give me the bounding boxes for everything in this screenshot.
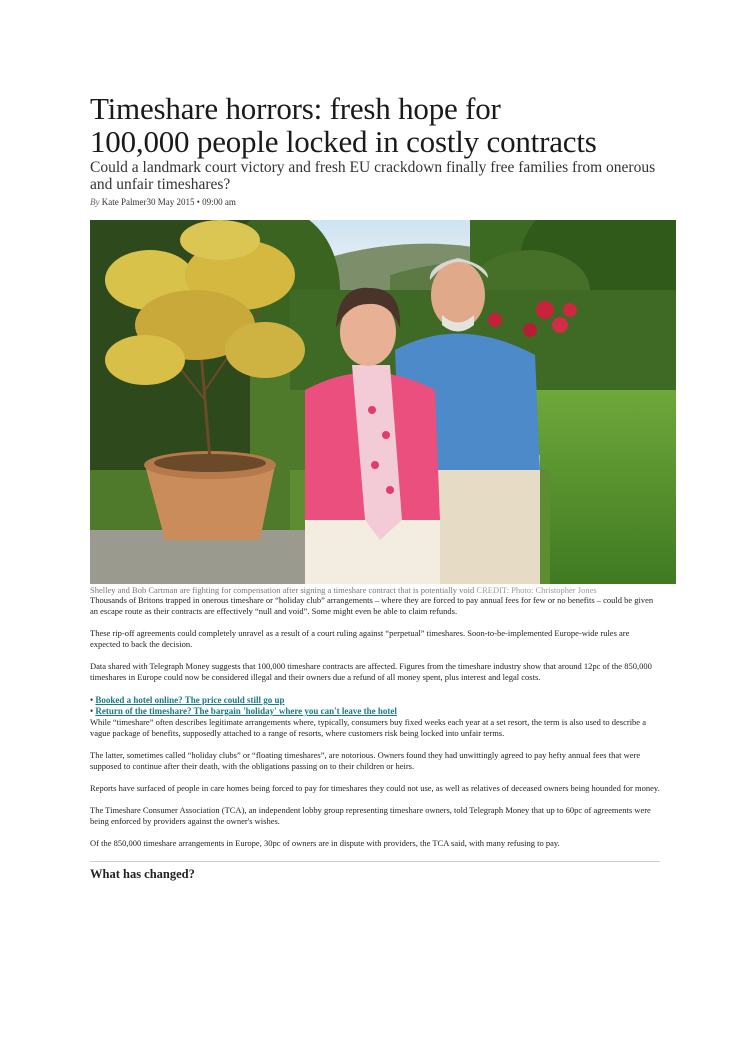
headline-line-2: 100,000 people locked in costly contracts (90, 124, 597, 159)
paragraph: The Timeshare Consumer Association (TCA), an independent lobby group representing timeshare owners, told Telegraph Money that up to 60pc of agreements were being enforced by providers against the owner's wishes. (90, 805, 651, 826)
image-caption (90, 585, 660, 595)
standfirst: Could a landmark court victory and fresh EU crackdown finally free families from onerous and unfair timeshares? (90, 159, 656, 193)
paragraph: Thousands of Britons trapped in onerous timeshare or “holiday club” arrangements – where they are forced to pay annual fees for few or no benefits – could be given an escape route as their contracts are effectively “null and void”. Some might even be able to claim refunds. (90, 595, 654, 616)
publish-date: 30 May 2015 • 09:00 am (146, 197, 236, 207)
paragraph: Of the 850,000 timeshare arrangements in Europe, 30pc of owners are in dispute with providers, the TCA said, with many refusing to pay. (90, 838, 560, 848)
byline (90, 196, 660, 208)
hero-photo (90, 220, 676, 584)
paragraph: The latter, sometimes called “holiday clubs” or “floating timeshares”, are notorious. Owners found they had unwittingly agreed to pay hefty annual fees that were supposed to continue after their death, with the obligations passing on to their children or heirs. (90, 750, 641, 771)
section-divider (90, 861, 660, 862)
paragraph: Data shared with Telegraph Money suggests that 100,000 timeshare contracts are affected. Figures from the timeshare industry show that around 12pc of the 850,000 timeshares in Europe could now be considered illegal and their owners due a refund of all money spent, plus interest and legal costs. (90, 661, 652, 682)
related-link-timeshare-return[interactable]: Return of the timeshare? The bargain 'holiday' where you can't leave the hotel (95, 706, 397, 716)
paragraph: While “timeshare” often describes legitimate arrangements where, typically, consumers buy fixed weeks each year at a set resort, the term is also used to describe a vague package of benefits, supposedly attached to a range of resorts, where customers risk being locked into unfair terms. (90, 717, 646, 738)
headline-line-1: Timeshare horrors: fresh hope for (90, 91, 501, 126)
photo-credit: CREDIT: Photo: Christopher Jones (476, 585, 597, 595)
author-name[interactable]: Kate Palmer (101, 197, 147, 207)
related-links (90, 695, 660, 717)
paragraph: Reports have surfaced of people in care homes being forced to pay for timeshares they could not use, as well as relatives of deceased owners being hounded for money. (90, 783, 660, 793)
related-link-item: • Booked a hotel online? The price could still go up (90, 695, 285, 705)
section-subheading: What has changed? (90, 867, 195, 881)
byline-prefix: By (90, 197, 100, 207)
related-link-item: • Return of the timeshare? The bargain 'holiday' where you can't leave the hotel (90, 706, 397, 716)
photo-illustration (90, 220, 676, 584)
headline (90, 92, 660, 158)
article (90, 92, 660, 882)
paragraph: These rip-off agreements could completely unravel as a result of a court ruling against “perpetual” timeshares. Soon-to-be-implemented Europe-wide rules are expected to back the decision. (90, 628, 630, 649)
related-link-hotel-price[interactable]: Booked a hotel online? The price could still go up (95, 695, 285, 705)
caption-text: Shelley and Bob Cartman are fighting for compensation after signing a timeshare contract that is potentially void (90, 585, 475, 595)
